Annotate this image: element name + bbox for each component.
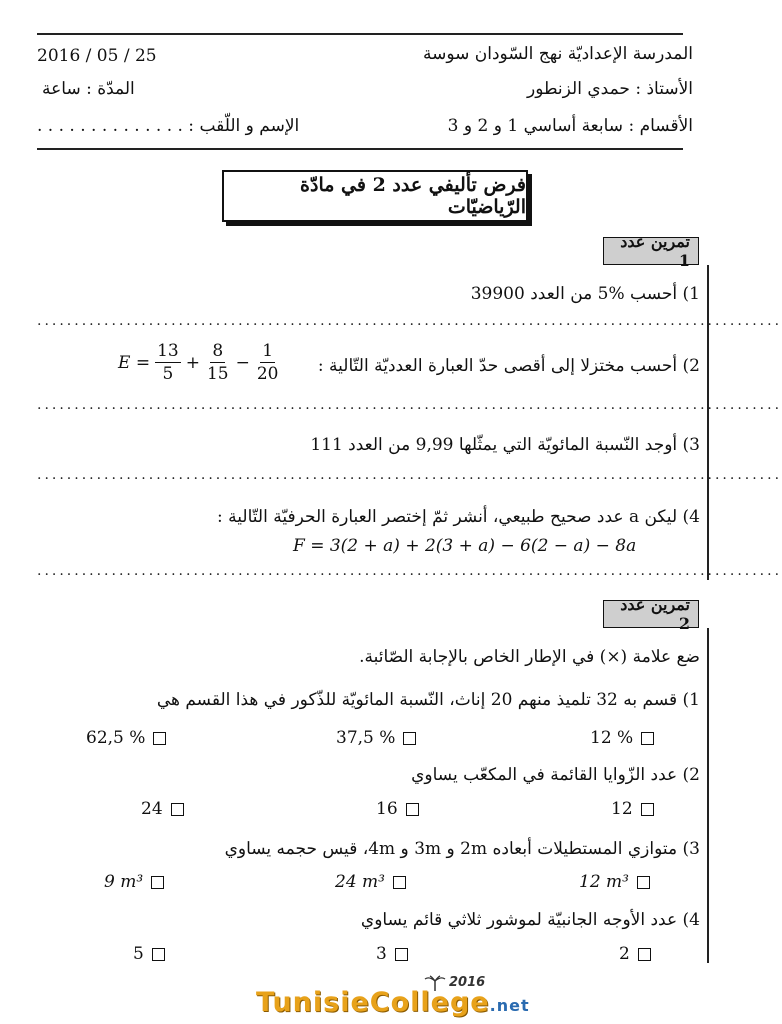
mcq-2-option-b[interactable] — [376, 799, 419, 819]
exam-date: 2016 / 05 / 25 — [37, 46, 157, 66]
operator-minus: − — [235, 352, 250, 373]
teacher-name: الأستاذ : حمدي الزنطور — [527, 79, 693, 99]
option-label: 12 % — [590, 728, 634, 748]
logo-main: TunisieCollege — [256, 987, 490, 1018]
exercise2-label: تمرين عدد 2 — [620, 595, 690, 633]
operator-plus: + — [185, 352, 200, 373]
answer-dots: .................................................................................................... — [37, 313, 782, 329]
checkbox[interactable] — [151, 876, 164, 889]
mcq-1-option-b[interactable] — [336, 728, 416, 748]
mcq-question-3: 3) متوازي المستطيلات أبعاده 2m و 3m و 4m، قيس حجمه يساوي — [224, 839, 700, 859]
option-label: 9 m³ — [104, 872, 144, 892]
exercise1-question1: 1) أحسب %5 من العدد 39900 — [470, 284, 700, 304]
mcq-3-option-c[interactable] — [104, 872, 164, 892]
checkbox[interactable] — [638, 948, 651, 961]
expression-e — [118, 340, 280, 385]
checkbox[interactable] — [152, 948, 165, 961]
header-top-rule — [37, 33, 683, 35]
fraction-2-denominator: 15 — [206, 364, 229, 384]
option-label: 37,5 % — [336, 728, 396, 748]
answer-dots: .................................................................................................... — [37, 467, 782, 483]
school-name: المدرسة الإعداديّة نهج السّودان سوسة — [422, 44, 693, 64]
mcq-3-option-a[interactable] — [579, 872, 650, 892]
option-label: 3 — [376, 944, 387, 964]
mcq-2-option-a[interactable] — [611, 799, 654, 819]
fraction-1-denominator: 5 — [162, 364, 174, 384]
logo-tld: .net — [489, 996, 530, 1015]
exercise2-margin-line — [707, 628, 709, 963]
answer-dots: .................................................................................................... — [37, 397, 782, 413]
mcq-question-4: 4) عدد الأوجه الجانبيّة لموشور ثلاثي قائم يساوي — [360, 910, 700, 930]
fraction-1 — [155, 340, 181, 385]
site-logo[interactable] — [256, 975, 530, 1020]
checkbox[interactable] — [641, 732, 654, 745]
checkbox[interactable] — [171, 803, 184, 816]
exam-title: فرض تأليفي عدد 2 في مادّة الرّياضيّات — [300, 174, 526, 218]
mcq-question-1: 1) قسم به 32 تلميذ منهم 20 إناث، النّسبة المائويّة للذّكور في هذا القسم هي — [156, 690, 700, 710]
fraction-2-numerator: 8 — [212, 341, 224, 361]
exercise1-question3: 3) أوجد النّسبة المائويّة التي يمثّلها 9,99 من العدد 111 — [310, 435, 700, 455]
option-label: 24 m³ — [335, 872, 385, 892]
option-label: 62,5 % — [86, 728, 146, 748]
fraction-2 — [205, 340, 231, 385]
option-label: 5 — [133, 944, 144, 964]
option-label: 16 — [376, 799, 398, 819]
classes-info: الأقسام : سابعة أساسي 1 و 2 و 3 — [447, 116, 693, 136]
option-label: 24 — [141, 799, 163, 819]
mcq-2-option-c[interactable] — [141, 799, 184, 819]
expression-f: F = 3(2 + a) + 2(3 + a) − 6(2 − a) − 8a — [293, 536, 637, 556]
expression-e-lhs: E = — [118, 352, 151, 373]
mcq-question-2: 2) عدد الزّوايا القائمة في المكعّب يساوي — [411, 765, 700, 785]
fraction-3 — [255, 340, 281, 385]
option-label: 2 — [619, 944, 630, 964]
mcq-4-option-b[interactable] — [376, 944, 408, 964]
header-bottom-rule — [37, 148, 683, 150]
checkbox[interactable] — [395, 948, 408, 961]
answer-dots: .................................................................................................... — [37, 563, 782, 579]
exam-title-box — [222, 170, 528, 222]
logo-year: 2016 — [449, 975, 486, 990]
option-label: 12 m³ — [579, 872, 629, 892]
exam-duration: المدّة : ساعة — [42, 79, 135, 99]
exercise1-question2: 2) أحسب مختزلا إلى أقصى حدّ العبارة العدديّة التّالية : — [317, 356, 700, 376]
checkbox[interactable] — [406, 803, 419, 816]
exercise1-question4: 4) ليكن a عدد صحيح طبيعي، أنشر ثمّ إختصر العبارة الحرفيّة التّالية : — [217, 507, 700, 527]
checkbox[interactable] — [637, 876, 650, 889]
mcq-1-option-c[interactable] — [86, 728, 166, 748]
checkbox[interactable] — [403, 732, 416, 745]
mcq-4-option-a[interactable] — [619, 944, 651, 964]
logo-text — [256, 987, 530, 1018]
fraction-3-denominator: 20 — [256, 364, 279, 384]
exercise1-label-box — [603, 232, 699, 270]
exercise2-instruction: ضع علامة (×) في الإطار الخاص بالإجابة الصّائبة. — [359, 647, 700, 667]
mcq-4-option-c[interactable] — [133, 944, 165, 964]
option-label: 12 — [611, 799, 633, 819]
fraction-1-numerator: 13 — [157, 341, 179, 361]
mcq-3-option-b[interactable] — [335, 872, 406, 892]
mcq-1-option-a[interactable] — [590, 728, 654, 748]
checkbox[interactable] — [393, 876, 406, 889]
fraction-3-numerator: 1 — [262, 341, 274, 361]
exercise1-label: تمرين عدد 1 — [620, 232, 690, 270]
checkbox[interactable] — [153, 732, 166, 745]
student-name-field: الإسم و اللّقب : . . . . . . . . . . . . . . — [37, 116, 300, 136]
checkbox[interactable] — [641, 803, 654, 816]
exercise2-label-box — [603, 595, 699, 633]
